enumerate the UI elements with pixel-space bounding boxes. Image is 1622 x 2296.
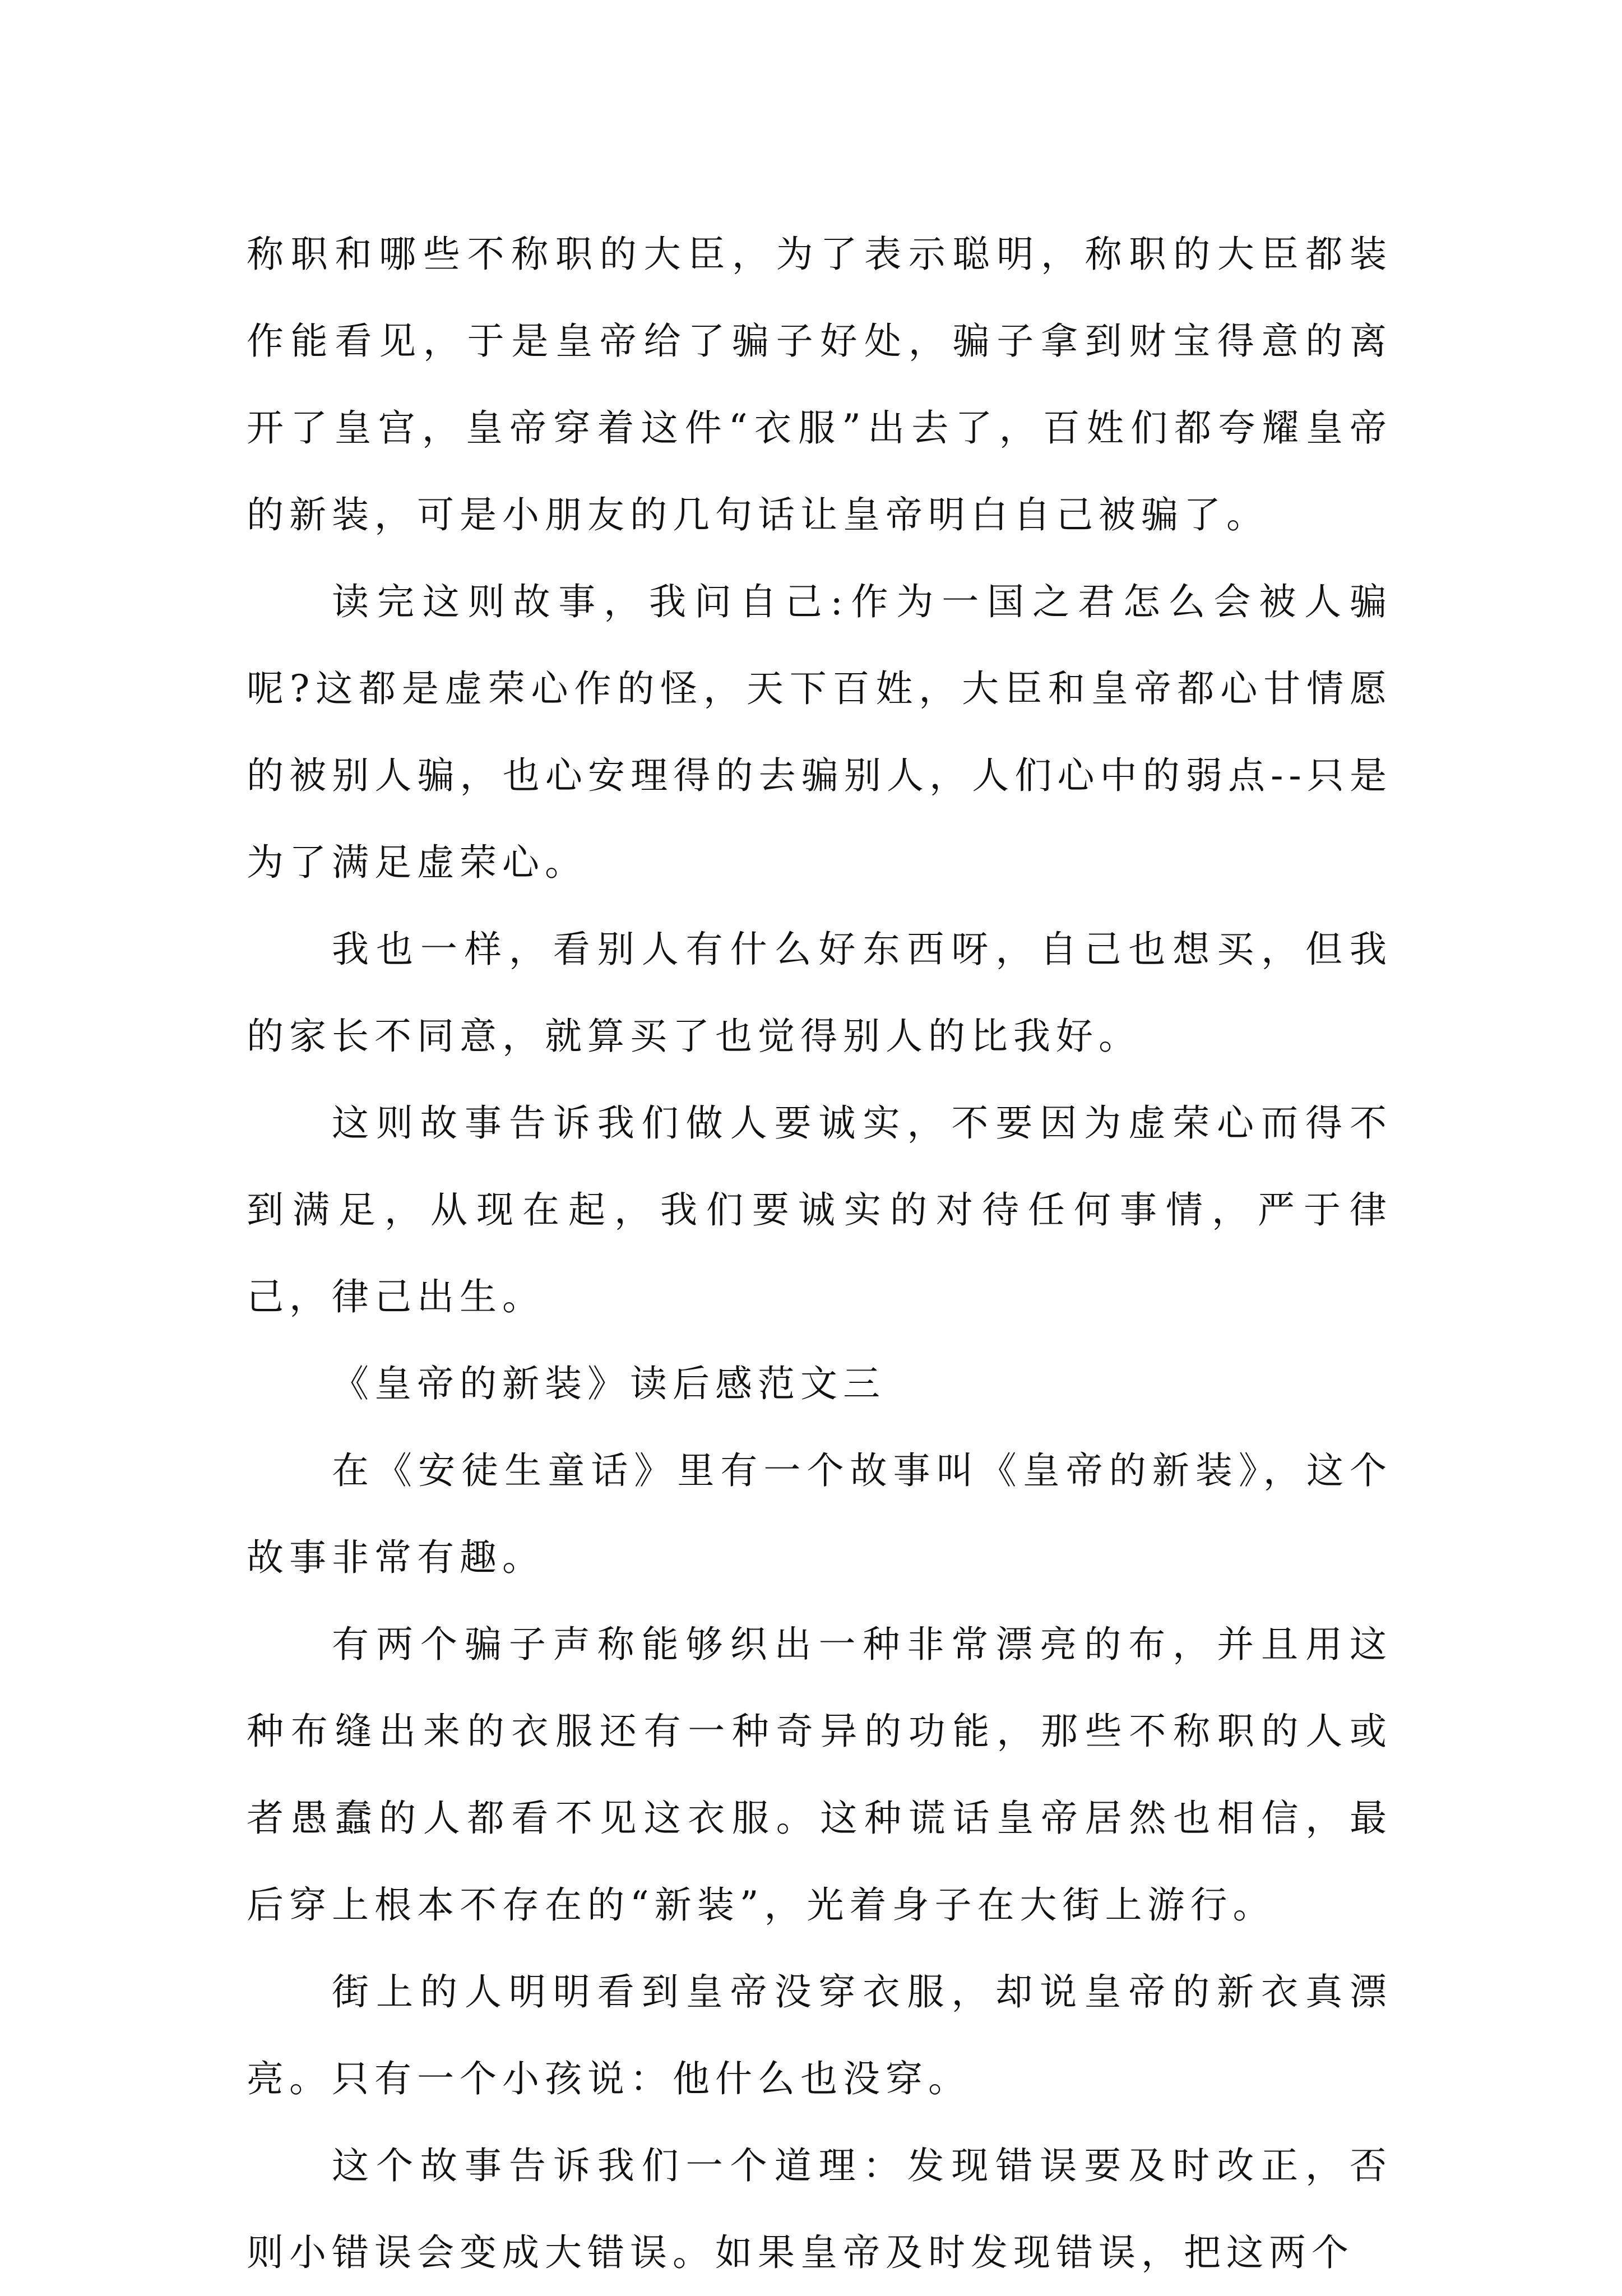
body-text (247, 211, 1392, 2296)
paragraph-moral: 这个故事告诉我们一个道理：发现错误要及时改正，否则小错误会变成大错误。如果皇帝及时发现错误，把这两个 (247, 2144, 1392, 2274)
paragraph-intro: 在《安徒生童话》里有一个故事叫《皇帝的新装》，这个故事非常有趣。 (247, 1449, 1392, 1579)
paragraph-personal: 我也一样，看别人有什么好东西呀，自己也想买，但我的家长不同意，就算买了也觉得别人的比我好。 (247, 928, 1392, 1058)
paragraph-continuation: 称职和哪些不称职的大臣，为了表示聪明，称职的大臣都装作能看见，于是皇帝给了骗子好处，骗子拿到财宝得意的离开了皇宫，皇帝穿着这件“衣服”出去了，百姓们都夸耀皇帝的新装，可是小朋友的几句话让皇帝明白自己被骗了。 (247, 233, 1392, 536)
paragraph-lesson: 这则故事告诉我们做人要诚实，不要因为虚荣心而得不到满足，从现在起，我们要诚实的对待任何事情，严于律己，律己出生。 (247, 1101, 1392, 1318)
paragraph-reflection: 读完这则故事，我问自己:作为一国之君怎么会被人骗呢?这都是虚荣心作的怪，天下百姓，大臣和皇帝都心甘情愿的被别人骗，也心安理得的去骗别人，人们心中的弱点--只是为了满足虚荣心。 (247, 580, 1392, 884)
paragraph-story: 有两个骗子声称能够织出一种非常漂亮的布，并且用这种布缝出来的衣服还有一种奇异的功能，那些不称职的人或者愚蠢的人都看不见这衣服。这种谎话皇帝居然也相信，最后穿上根本不存在的“新装”，光着身子在大街上游行。 (247, 1623, 1392, 1927)
section-heading: 《皇帝的新装》读后感范文三 (332, 1362, 886, 1405)
paragraph-street: 街上的人明明看到皇帝没穿衣服，却说皇帝的新衣真漂亮。只有一个小孩说：他什么也没穿。 (247, 1970, 1392, 2100)
